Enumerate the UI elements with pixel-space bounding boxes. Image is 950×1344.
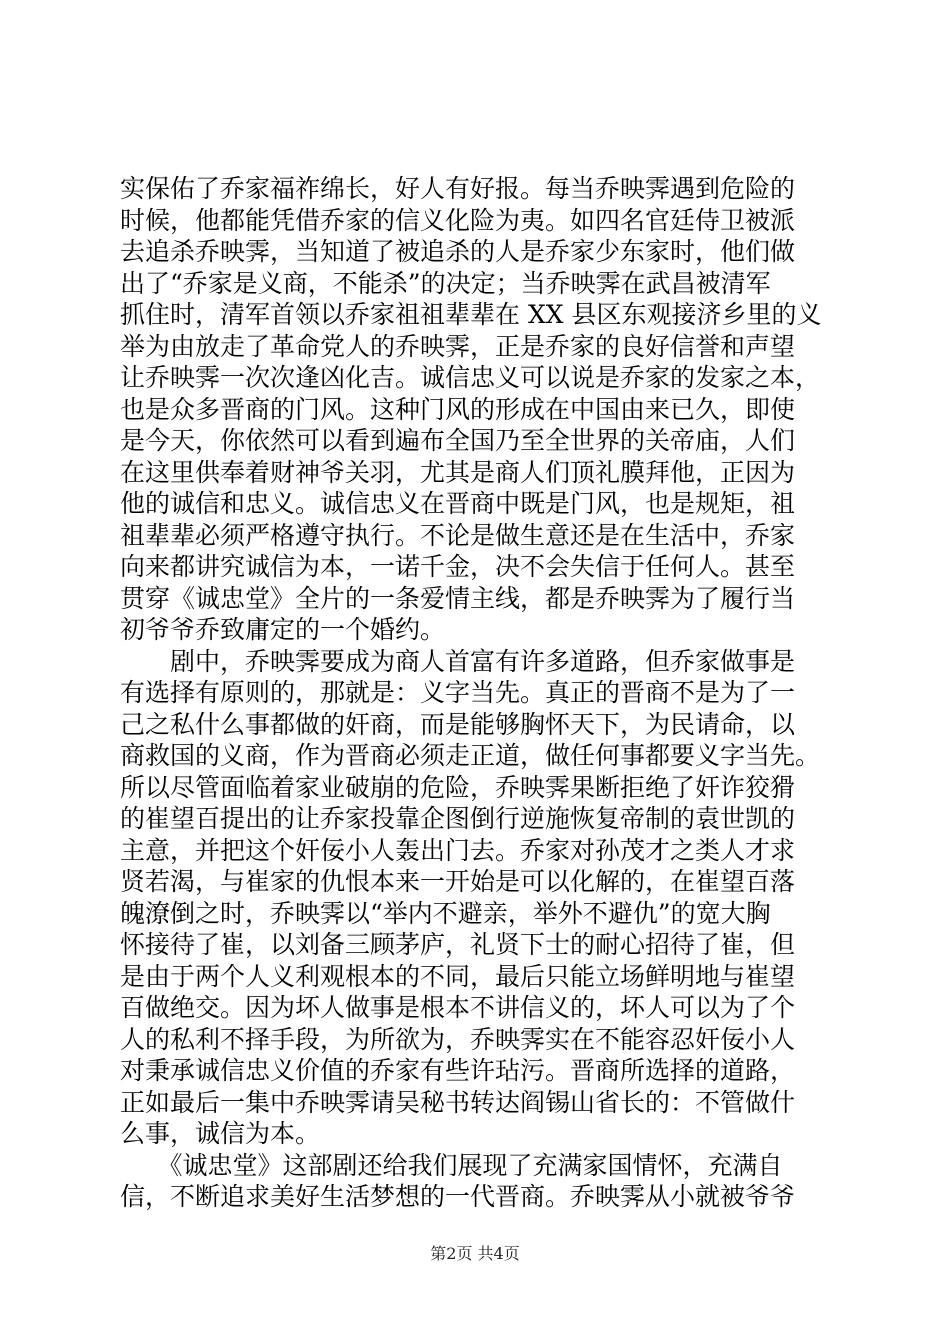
text-line: 的崔望百提出的让乔家投靠企图倒行逆施恢复帝制的袁世凯的 — [120, 804, 796, 833]
body-text — [120, 173, 840, 1213]
text-line: 让乔映霁一次次逢凶化吉。诚信忠义可以说是乔家的发家之本， — [120, 363, 821, 392]
text-line: 怀接待了崔，以刘备三顾茅庐，礼贤下士的耐心招待了崔，但 — [120, 930, 796, 959]
text-line: 他的诚信和忠义。诚信忠义在晋商中既是门风，也是规矩，祖 — [120, 489, 796, 518]
text-line: 向来都讲究诚信为本，一诺千金，决不会失信于任何人。甚至 — [120, 552, 796, 581]
text-line: 举为由放走了革命党人的乔映霁，正是乔家的良好信誉和声望 — [120, 331, 796, 361]
text-line: 正如最后一集中乔映霁请吴秘书转达阎锡山省长的：不管做什 — [120, 1087, 796, 1117]
text-line: 是今天，你依然可以看到遍布全国乃至全世界的关帝庙，人们 — [120, 426, 796, 455]
text-line: 百做绝交。因为坏人做事是根本不讲信义的，坏人可以为了个 — [120, 993, 796, 1022]
text-line: 出了“乔家是义商，不能杀”的决定；当乔映霁在武昌被清军 — [120, 268, 771, 298]
text-line: 在这里供奉着财神爷关羽，尤其是商人们顶礼膜拜他，正因为 — [120, 457, 796, 487]
text-line: 祖辈辈必须严格遵守执行。不论是做生意还是在生活中，乔家 — [120, 520, 796, 550]
text-line: 商救国的义商，作为晋商必须走正道，做任何事都要义字当先。 — [120, 741, 821, 770]
text-line: 信，不断追求美好生活梦想的一代晋商。乔映霁从小就被爷爷 — [120, 1182, 796, 1211]
text-line: 主意，并把这个奸佞小人轰出门去。乔家对孙茂才之类人才求 — [120, 835, 796, 865]
text-line: 时候，他都能凭借乔家的信义化险为夷。如四名官廷侍卫被派 — [120, 205, 796, 235]
text-line: 贯穿《诚忠堂》全片的一条爱情主线，都是乔映霁为了履行当 — [120, 583, 796, 613]
text-line: 贤若渴，与崔家的仇恨本来一开始是可以化解的，在崔望百落 — [120, 867, 796, 896]
text-line: 魄潦倒之时，乔映霁以“举内不避亲，举外不避仇”的宽大胸 — [120, 898, 771, 928]
text-line: 也是众多晋商的门风。这种门风的形成在中国由来已久，即使 — [120, 394, 796, 424]
text-line: 剧中，乔映霁要成为商人首富有许多道路，但乔家做事是 — [120, 646, 796, 676]
text-line: 己之私什么事都做的奸商，而是能够胸怀天下，为民请命，以 — [120, 709, 796, 739]
text-line: 人的私利不择手段，为所欲为，乔映霁实在不能容忍奸佞小人 — [120, 1024, 796, 1054]
text-line: 去追杀乔映霁，当知道了被追杀的人是乔家少东家时，他们做 — [120, 237, 796, 266]
text-line: 所以尽管面临着家业破崩的危险，乔映霁果断拒绝了奸诈狡猾 — [120, 772, 796, 802]
text-line: 对秉承诚信忠义价值的乔家有些许玷污。晋商所选择的道路， — [120, 1056, 796, 1085]
text-line: 初爷爷乔致庸定的一个婚约。 — [120, 615, 446, 644]
text-line: 《诚忠堂》这部剧还给我们展现了充满家国情怀，充满自 — [120, 1150, 783, 1180]
text-line: 有选择有原则的，那就是：义字当先。真正的晋商不是为了一 — [120, 678, 796, 707]
text-line: 抓住时，清军首领以乔家祖祖辈辈在 XX 县区东观接济乡里的义 — [120, 300, 822, 329]
text-line: 是由于两个人义利观根本的不同，最后只能立场鲜明地与崔望 — [120, 961, 796, 991]
text-line: 么事，诚信为本。 — [120, 1119, 321, 1148]
text-line: 实保佑了乔家福祚绵长，好人有好报。每当乔映霁遇到危险的 — [120, 174, 796, 203]
page-number-footer: 第2页 共4页 — [430, 1244, 520, 1263]
